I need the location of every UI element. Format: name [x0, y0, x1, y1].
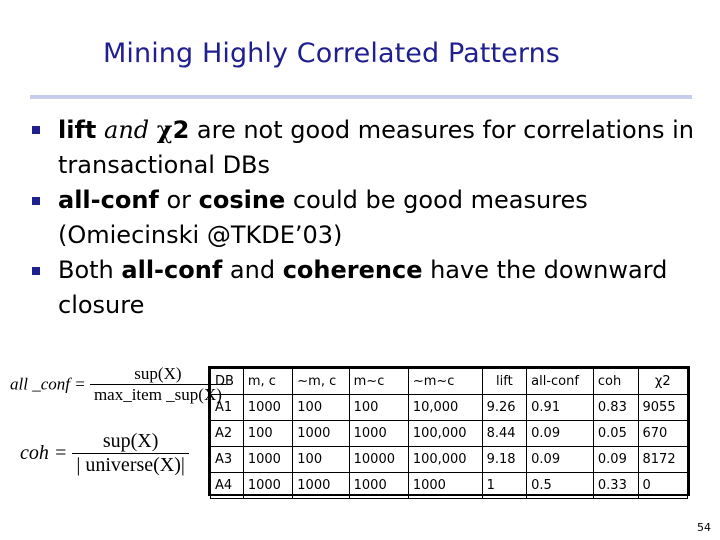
bullet-text: have the downward closure	[58, 256, 668, 319]
formula-lhs: all _conf =	[10, 374, 86, 394]
correlation-table	[208, 366, 690, 496]
table-cell: 9.18	[482, 447, 527, 473]
coh-formula	[20, 430, 189, 477]
table-cell: 9.26	[482, 395, 527, 421]
table-cell: 0.33	[593, 473, 638, 499]
square-bullet-icon	[32, 197, 40, 205]
table-row	[211, 421, 688, 447]
table-cell: 1000	[408, 473, 482, 499]
header-cell: DB	[211, 369, 244, 395]
table-cell: 100,000	[408, 447, 482, 473]
table-row	[211, 447, 688, 473]
table-cell: 100	[293, 395, 349, 421]
table-cell: 1000	[293, 473, 349, 499]
header-cell: all-conf	[527, 369, 594, 395]
formula-denominator: | universe(X)|	[76, 454, 185, 476]
header-cell: χ2	[638, 369, 688, 395]
header-cell: coh	[593, 369, 638, 395]
bullet-item-2	[30, 183, 710, 253]
table-cell: 9055	[638, 395, 688, 421]
formula-fraction	[72, 430, 189, 477]
term-all-conf: all-conf	[58, 186, 159, 214]
table-cell: 0.09	[527, 447, 594, 473]
bullet-text: Both	[58, 256, 122, 284]
square-bullet-icon	[32, 267, 40, 275]
all-conf-formula	[10, 364, 226, 405]
bullet-text: could be good measures (Omiecinski @TKDE’03)	[58, 186, 588, 249]
formula-numerator: sup(X)	[72, 430, 189, 454]
table-cell: 670	[638, 421, 688, 447]
table-cell: 8.44	[482, 421, 527, 447]
title-divider	[30, 95, 692, 99]
table-cell: A1	[211, 395, 244, 421]
term-lift: lift	[58, 116, 97, 144]
bullet-text: are not good measures for correlations in transactional DBs	[58, 116, 694, 179]
table-cell: 0.83	[593, 395, 638, 421]
table-cell: 10,000	[408, 395, 482, 421]
text-and: and	[96, 116, 157, 144]
table-cell: 0.05	[593, 421, 638, 447]
table-cell: 1000	[243, 447, 292, 473]
bullet-list	[30, 112, 710, 323]
square-bullet-icon	[32, 126, 40, 134]
bullet-text: and	[222, 256, 283, 284]
bullet-item-3	[30, 253, 710, 323]
bullet-item-1	[30, 112, 710, 183]
table-row	[211, 473, 688, 499]
table-cell: 0.91	[527, 395, 594, 421]
header-cell: ~m, c	[293, 369, 349, 395]
table-cell: 100,000	[408, 421, 482, 447]
table-cell: A3	[211, 447, 244, 473]
header-cell: ~m~c	[408, 369, 482, 395]
table-cell: 1000	[349, 421, 408, 447]
table-row	[211, 395, 688, 421]
table-cell: A2	[211, 421, 244, 447]
table-cell: 100	[243, 421, 292, 447]
term-coherence: coherence	[282, 256, 423, 284]
table-cell: 0	[638, 473, 688, 499]
term-all-conf: all-conf	[121, 256, 223, 284]
formula-numerator: sup(X)	[90, 364, 226, 385]
slide-title: Mining Highly Correlated Patterns	[103, 38, 560, 69]
slide-number: 54	[697, 521, 711, 534]
chi-exponent: 2	[172, 116, 190, 144]
table-cell: 1000	[243, 395, 292, 421]
table-cell: 8172	[638, 447, 688, 473]
table-cell: 1000	[349, 473, 408, 499]
table-cell: 100	[293, 447, 349, 473]
bullet-text: or	[158, 186, 199, 214]
table-cell: 100	[349, 395, 408, 421]
table-cell: 0.09	[593, 447, 638, 473]
table-header-row	[211, 369, 688, 395]
table-cell: 0.5	[527, 473, 594, 499]
table-cell: A4	[211, 473, 244, 499]
chi-symbol: χ	[156, 115, 173, 144]
formula-fraction	[90, 364, 226, 405]
header-cell: m~c	[349, 369, 408, 395]
table-cell: 0.09	[527, 421, 594, 447]
header-cell: lift	[482, 369, 527, 395]
formula-denominator: max_item _sup(X)	[93, 385, 222, 404]
table-cell: 10000	[349, 447, 408, 473]
table-cell: 1000	[243, 473, 292, 499]
formula-lhs: coh =	[20, 442, 68, 464]
table-cell: 1000	[293, 421, 349, 447]
header-cell: m, c	[243, 369, 292, 395]
table-cell: 1	[482, 473, 527, 499]
term-cosine: cosine	[198, 186, 286, 214]
